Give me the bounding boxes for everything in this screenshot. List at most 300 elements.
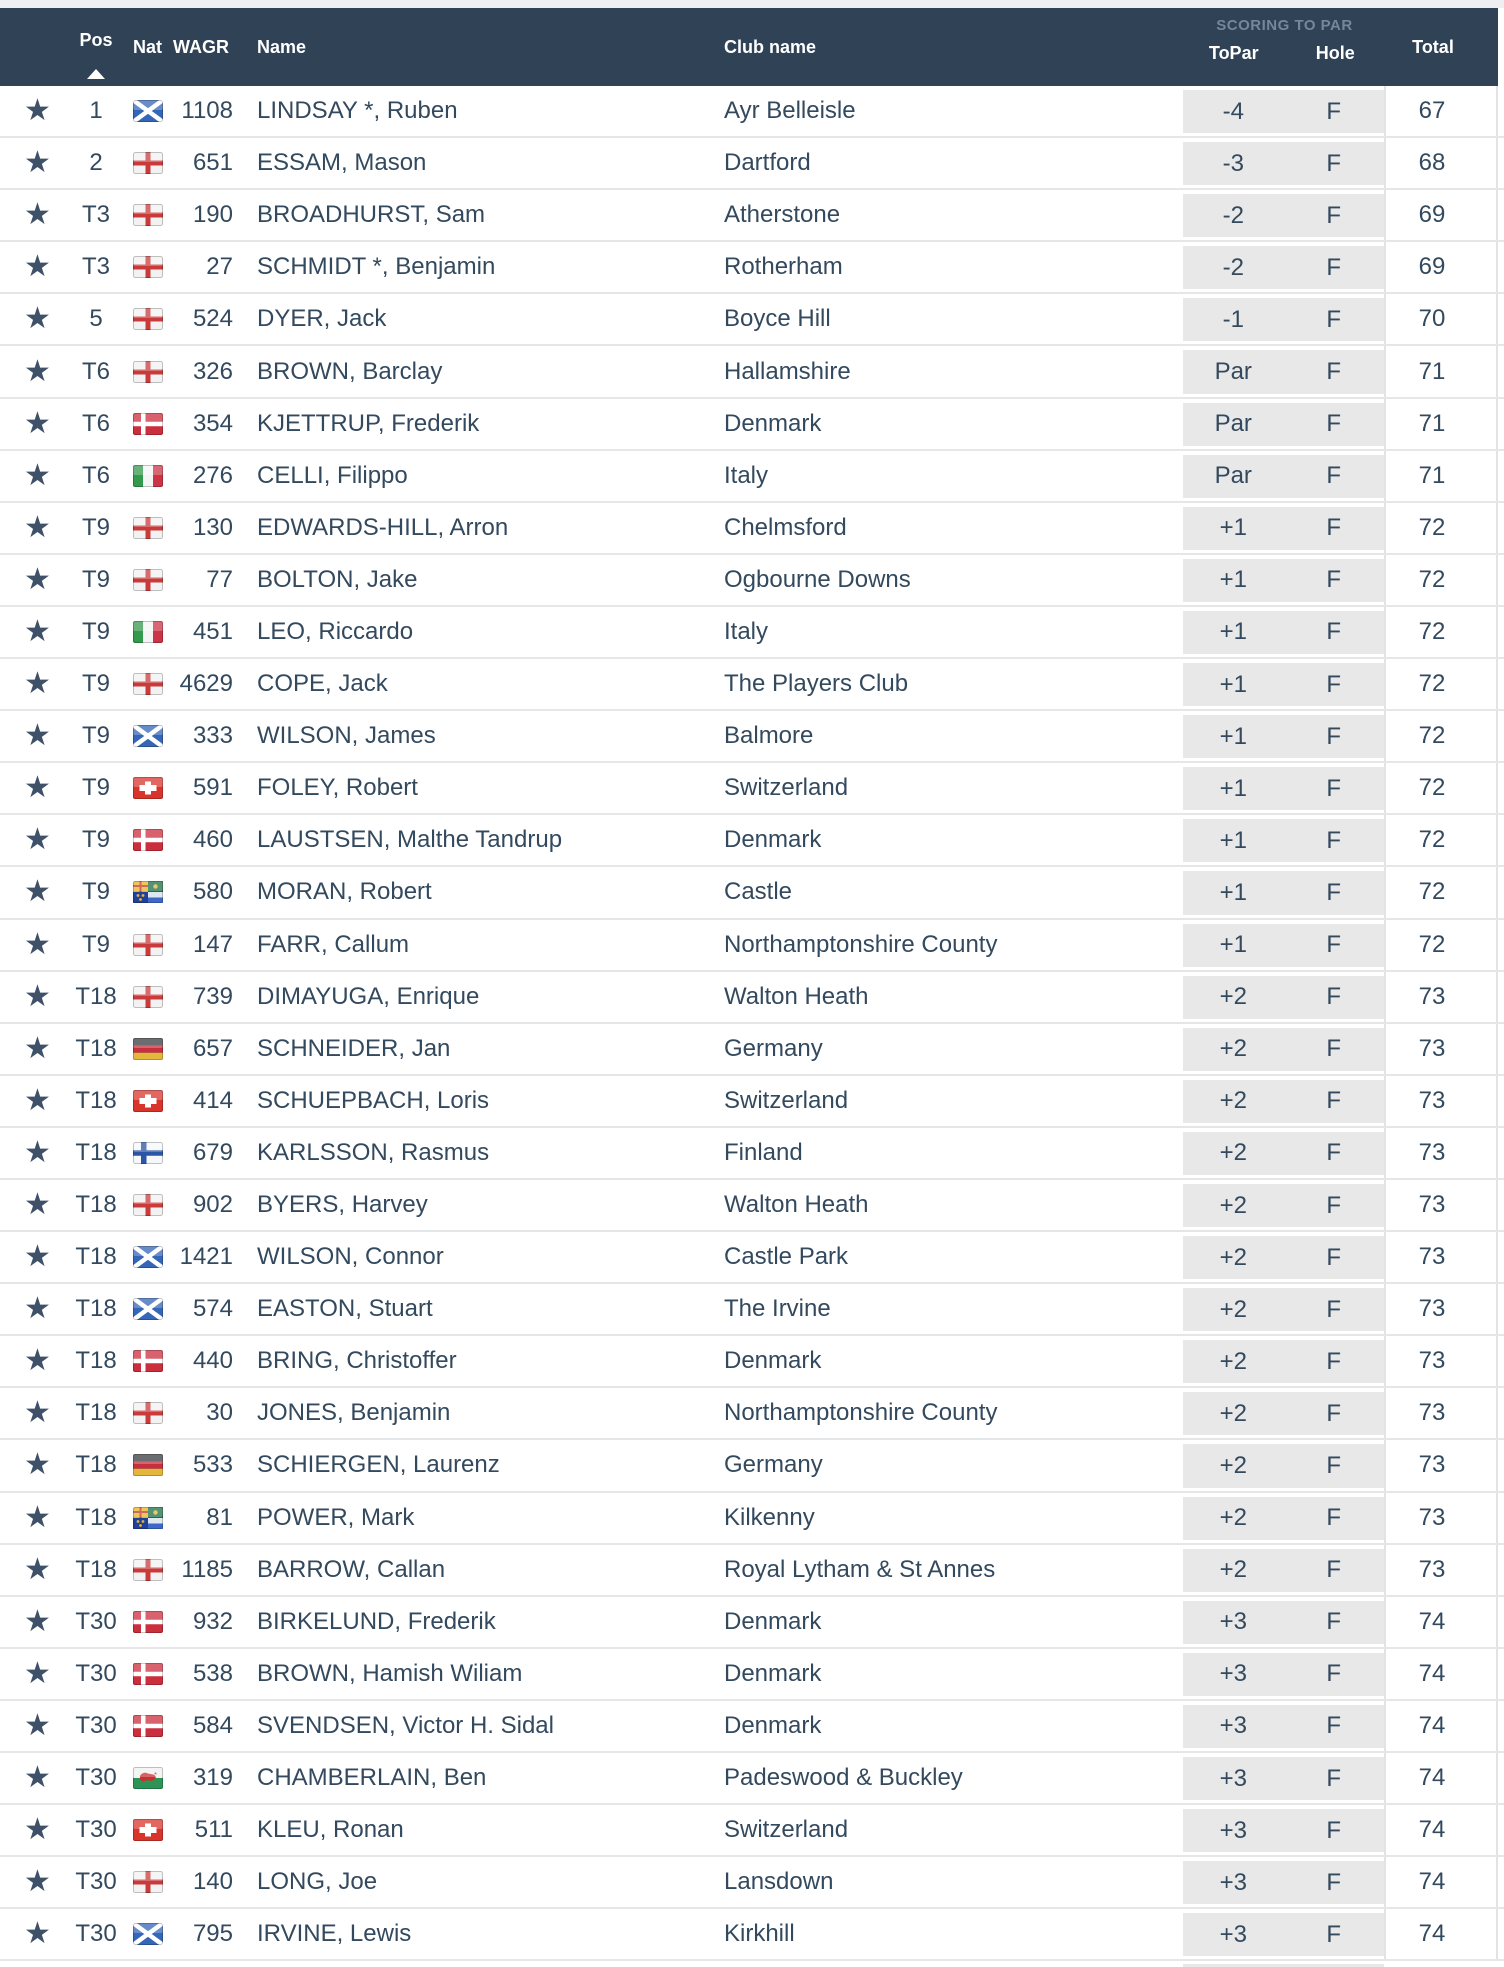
position-value: T18 xyxy=(75,1399,117,1427)
flag-wales-icon xyxy=(126,1767,169,1789)
wagr-value: 276 xyxy=(192,461,233,489)
table-row[interactable] xyxy=(0,1493,1504,1545)
player-name: DIMAYUGA, Enrique xyxy=(257,982,480,1010)
position-value: T18 xyxy=(75,1451,117,1479)
topar-value: -4 xyxy=(1222,97,1244,125)
player-name: BRING, Christoffer xyxy=(257,1347,457,1375)
scoring-cell xyxy=(1183,1805,1386,1855)
favorite-cell xyxy=(0,510,66,544)
player-name: ESSAM, Mason xyxy=(257,149,427,177)
player-name: KLEU, Ronan xyxy=(257,1816,404,1844)
header-cell-name[interactable] xyxy=(233,8,724,86)
table-row[interactable] xyxy=(0,138,1504,190)
scoring-cell xyxy=(1183,1284,1386,1334)
club-name: Castle xyxy=(724,878,793,906)
total-value: 71 xyxy=(1386,346,1498,396)
wagr-value: 1185 xyxy=(181,1555,233,1583)
favorite-star-icon[interactable]: ★ xyxy=(24,1031,51,1065)
hole-value: F xyxy=(1326,1087,1342,1115)
total-value: 73 xyxy=(1386,1284,1498,1334)
favorite-star-icon[interactable]: ★ xyxy=(24,1865,51,1899)
hole-value: F xyxy=(1326,670,1342,698)
hole-value: F xyxy=(1326,1868,1342,1896)
favorite-cell xyxy=(0,1919,66,1949)
hole-value: F xyxy=(1326,1139,1342,1167)
favorite-star-icon[interactable]: ★ xyxy=(24,250,51,284)
scoring-cell xyxy=(1183,1753,1386,1803)
club-name: Kilkenny xyxy=(724,1503,815,1531)
topar-value: +1 xyxy=(1219,670,1247,698)
wagr-value: 414 xyxy=(192,1086,233,1114)
player-name: SCHIERGEN, Laurenz xyxy=(257,1451,500,1479)
header-cell-pos[interactable] xyxy=(66,8,126,86)
header-wagr-label: WAGR xyxy=(173,36,229,57)
header-total-label: Total xyxy=(1412,36,1454,57)
wagr-value: 739 xyxy=(192,982,233,1010)
player-name: DYER, Jack xyxy=(257,305,387,333)
favorite-cell xyxy=(0,1398,66,1428)
favorite-star-icon[interactable]: ★ xyxy=(24,146,51,180)
topar-value: +2 xyxy=(1219,1087,1247,1115)
hole-value: F xyxy=(1326,462,1342,490)
hole-value: F xyxy=(1326,566,1342,594)
header-club-label: Club name xyxy=(724,36,817,57)
player-name: LONG, Joe xyxy=(257,1868,378,1896)
favorite-star-icon[interactable]: ★ xyxy=(24,667,51,701)
total-value: 73 xyxy=(1386,1493,1498,1543)
wagr-value: 524 xyxy=(192,305,233,333)
table-row[interactable] xyxy=(0,1805,1504,1857)
table-row[interactable] xyxy=(0,86,1504,138)
player-name: MORAN, Robert xyxy=(257,878,432,906)
favorite-cell xyxy=(0,562,66,596)
club-name: Northamptonshire County xyxy=(724,1399,998,1427)
club-name: Denmark xyxy=(724,1659,822,1687)
position-value: T9 xyxy=(81,774,110,802)
wagr-value: 81 xyxy=(206,1503,233,1531)
total-value: 74 xyxy=(1386,1753,1498,1803)
header-cell-wagr[interactable] xyxy=(169,8,233,86)
flag-scotland-icon xyxy=(126,1298,169,1320)
position-value: T18 xyxy=(75,1243,117,1271)
favorite-star-icon[interactable]: ★ xyxy=(24,1240,51,1274)
hole-value: F xyxy=(1326,1816,1342,1844)
club-name: Denmark xyxy=(724,1711,822,1739)
hole-value: F xyxy=(1326,1399,1342,1427)
favorite-star-icon[interactable]: ★ xyxy=(24,614,51,648)
favorite-cell xyxy=(0,877,66,907)
favorite-star-icon[interactable]: ★ xyxy=(24,1813,51,1847)
wagr-value: 591 xyxy=(192,774,233,802)
position-value: T30 xyxy=(75,1607,117,1635)
hole-value: F xyxy=(1326,149,1342,177)
hole-value: F xyxy=(1326,722,1342,750)
table-row[interactable] xyxy=(0,555,1504,607)
topar-value: +1 xyxy=(1219,931,1247,959)
topar-value: +2 xyxy=(1219,1295,1247,1323)
header-cell-hole[interactable]: Hole xyxy=(1315,43,1355,63)
header-cell-topar[interactable]: ToPar xyxy=(1208,43,1259,63)
position-value: T9 xyxy=(81,826,110,854)
club-name: Denmark xyxy=(724,409,822,437)
scoring-cell xyxy=(1183,1388,1386,1438)
club-name: Germany xyxy=(724,1451,823,1479)
favorite-star-icon[interactable]: ★ xyxy=(24,1083,51,1117)
flag-scotland-icon xyxy=(126,1246,169,1268)
hole-value: F xyxy=(1326,1608,1342,1636)
favorite-star-icon[interactable]: ★ xyxy=(24,1761,51,1795)
flag-denmark-icon xyxy=(126,1611,169,1633)
position-value: T18 xyxy=(75,1191,117,1219)
favorite-star-icon[interactable]: ★ xyxy=(24,1396,51,1430)
table-row[interactable] xyxy=(0,1440,1504,1492)
player-name: EASTON, Stuart xyxy=(257,1295,433,1323)
favorite-cell xyxy=(0,458,66,492)
player-name: BROWN, Barclay xyxy=(257,357,443,385)
player-name: COPE, Jack xyxy=(257,670,388,698)
table-body xyxy=(0,86,1504,1961)
flag-england-icon xyxy=(126,361,169,383)
player-name: BYERS, Harvey xyxy=(257,1191,428,1219)
club-name: Balmore xyxy=(724,722,814,750)
table-row[interactable] xyxy=(0,1180,1504,1232)
total-value: 73 xyxy=(1386,972,1498,1022)
player-name: JONES, Benjamin xyxy=(257,1399,451,1427)
topar-value: +2 xyxy=(1219,983,1247,1011)
position-value: T9 xyxy=(81,670,110,698)
total-value: 73 xyxy=(1386,1545,1498,1595)
flag-england-icon xyxy=(126,986,169,1008)
wagr-value: 451 xyxy=(192,617,233,645)
position-value: T18 xyxy=(75,982,117,1010)
table-row[interactable] xyxy=(0,1336,1504,1388)
scoring-cell xyxy=(1183,815,1386,865)
hole-value: F xyxy=(1326,1035,1342,1063)
favorite-cell xyxy=(0,1031,66,1065)
total-value: 72 xyxy=(1386,711,1498,761)
favorite-cell xyxy=(0,1242,66,1272)
total-value: 68 xyxy=(1386,138,1498,188)
table-row[interactable] xyxy=(0,451,1504,503)
favorite-cell xyxy=(0,1604,66,1638)
club-name: Ayr Belleisle xyxy=(724,97,856,125)
table-row[interactable] xyxy=(0,399,1504,451)
table-row[interactable] xyxy=(0,815,1504,867)
scoring-cell xyxy=(1183,294,1386,344)
player-name: BROWN, Hamish Wiliam xyxy=(257,1659,523,1687)
total-value: 72 xyxy=(1386,555,1498,605)
hole-value: F xyxy=(1326,1243,1342,1271)
table-row[interactable] xyxy=(0,190,1504,242)
favorite-star-icon[interactable]: ★ xyxy=(24,1500,51,1534)
favorite-cell xyxy=(0,1815,66,1845)
table-row[interactable] xyxy=(0,1909,1504,1961)
favorite-star-icon[interactable]: ★ xyxy=(24,1344,51,1378)
player-name: WILSON, James xyxy=(257,722,436,750)
position-value: T9 xyxy=(81,565,110,593)
table-row[interactable] xyxy=(0,1128,1504,1180)
wagr-value: 533 xyxy=(192,1451,233,1479)
hole-value: F xyxy=(1326,1712,1342,1740)
hole-value: F xyxy=(1326,1347,1342,1375)
club-name: Northamptonshire County xyxy=(724,930,998,958)
header-cell-total[interactable] xyxy=(1386,8,1498,86)
flag-italy-icon xyxy=(126,621,169,643)
position-value: T18 xyxy=(75,1086,117,1114)
scoring-cell xyxy=(1183,399,1386,449)
club-name: Boyce Hill xyxy=(724,305,831,333)
favorite-star-icon[interactable]: ★ xyxy=(24,1552,51,1586)
position-value: T6 xyxy=(81,357,110,385)
favorite-cell xyxy=(0,1190,66,1220)
position-value: T9 xyxy=(81,930,110,958)
table-row[interactable] xyxy=(0,1701,1504,1753)
club-name: Switzerland xyxy=(724,1816,849,1844)
header-cell-club[interactable] xyxy=(724,8,1183,86)
flag-england-icon xyxy=(126,256,169,278)
scoring-cell xyxy=(1183,190,1386,240)
position-value: T30 xyxy=(75,1659,117,1687)
favorite-star-icon[interactable]: ★ xyxy=(24,1656,51,1690)
header-group-scoring-to-par xyxy=(1183,8,1386,86)
table-row[interactable] xyxy=(0,294,1504,346)
flag-switzerland-icon xyxy=(126,777,169,799)
table-row[interactable] xyxy=(0,242,1504,294)
topar-value: +1 xyxy=(1219,514,1247,542)
favorite-star-icon[interactable]: ★ xyxy=(24,302,51,336)
favorite-star-icon[interactable]: ★ xyxy=(24,1604,51,1638)
favorite-star-icon[interactable]: ★ xyxy=(24,1708,51,1742)
table-row[interactable] xyxy=(0,867,1504,919)
table-row[interactable] xyxy=(0,1753,1504,1805)
flag-finland-icon xyxy=(126,1142,169,1164)
top-strip xyxy=(0,0,1504,8)
position-value: T30 xyxy=(75,1920,117,1948)
wagr-value: 580 xyxy=(192,878,233,906)
total-value: 73 xyxy=(1386,1440,1498,1490)
favorite-star-icon[interactable]: ★ xyxy=(24,198,51,232)
flag-ireland-icon xyxy=(126,1507,169,1529)
topar-value: +1 xyxy=(1219,618,1247,646)
favorite-star-icon[interactable]: ★ xyxy=(24,875,51,909)
favorite-star-icon[interactable]: ★ xyxy=(24,771,51,805)
flag-england-icon xyxy=(126,1871,169,1893)
favorite-star-icon[interactable]: ★ xyxy=(24,562,51,596)
scoring-cell xyxy=(1183,1336,1386,1386)
table-row[interactable] xyxy=(0,1545,1504,1597)
favorite-star-icon[interactable]: ★ xyxy=(24,406,51,440)
player-name: WILSON, Connor xyxy=(257,1243,444,1271)
club-name: Rotherham xyxy=(724,253,843,281)
wagr-value: 354 xyxy=(192,409,233,437)
table-row[interactable] xyxy=(0,711,1504,763)
favorite-cell xyxy=(0,927,66,961)
total-value: 73 xyxy=(1386,1076,1498,1126)
flag-denmark-icon xyxy=(126,1663,169,1685)
flag-scotland-icon xyxy=(126,100,169,122)
club-name: Italy xyxy=(724,461,769,489)
position-value: 2 xyxy=(89,149,103,177)
topar-value: Par xyxy=(1214,358,1252,386)
flag-germany-icon xyxy=(126,1454,169,1476)
scoring-cell xyxy=(1183,86,1386,136)
hole-value: F xyxy=(1326,1764,1342,1792)
favorite-star-icon[interactable]: ★ xyxy=(24,719,51,753)
hole-value: F xyxy=(1326,358,1342,386)
wagr-value: 511 xyxy=(194,1816,233,1844)
player-name: SCHNEIDER, Jan xyxy=(257,1034,451,1062)
club-name: Hallamshire xyxy=(724,357,851,385)
wagr-value: 140 xyxy=(192,1868,233,1896)
wagr-value: 190 xyxy=(192,201,233,229)
scoring-cell xyxy=(1183,1440,1386,1490)
favorite-cell xyxy=(0,1135,66,1169)
topar-value: +3 xyxy=(1219,1816,1247,1844)
table-row[interactable] xyxy=(0,607,1504,659)
wagr-value: 4629 xyxy=(179,670,233,698)
favorite-cell xyxy=(0,721,66,751)
table-row[interactable] xyxy=(0,1284,1504,1336)
wagr-value: 657 xyxy=(192,1034,233,1062)
club-name: Denmark xyxy=(724,1347,822,1375)
favorite-star-icon[interactable]: ★ xyxy=(24,1188,51,1222)
favorite-star-icon[interactable]: ★ xyxy=(24,354,51,388)
topar-value: +2 xyxy=(1219,1504,1247,1532)
scoring-cell xyxy=(1183,763,1386,813)
topar-value: +1 xyxy=(1219,566,1247,594)
favorite-cell xyxy=(0,1763,66,1793)
position-value: T9 xyxy=(81,513,110,541)
topar-value: +1 xyxy=(1219,774,1247,802)
flag-england-icon xyxy=(126,204,169,226)
table-row[interactable] xyxy=(0,972,1504,1024)
topar-value: +2 xyxy=(1219,1399,1247,1427)
table-row[interactable] xyxy=(0,1649,1504,1701)
favorite-star-icon[interactable]: ★ xyxy=(24,458,51,492)
position-value: T3 xyxy=(81,201,110,229)
total-value: 73 xyxy=(1386,1232,1498,1282)
club-name: Italy xyxy=(724,617,769,645)
total-value: 72 xyxy=(1386,763,1498,813)
favorite-star-icon[interactable]: ★ xyxy=(24,979,51,1013)
player-name: BARROW, Callan xyxy=(257,1555,446,1583)
favorite-cell xyxy=(0,252,66,282)
total-value: 72 xyxy=(1386,920,1498,970)
topar-value: +1 xyxy=(1219,826,1247,854)
table-row[interactable] xyxy=(0,1388,1504,1440)
total-value: 72 xyxy=(1386,867,1498,917)
flag-england-icon xyxy=(126,152,169,174)
table-row[interactable] xyxy=(0,1076,1504,1128)
topar-value: +3 xyxy=(1219,1764,1247,1792)
position-value: T6 xyxy=(81,409,110,437)
table-row[interactable] xyxy=(0,1597,1504,1649)
topar-value: +1 xyxy=(1219,878,1247,906)
scoring-cell xyxy=(1183,1493,1386,1543)
table-row[interactable] xyxy=(0,503,1504,555)
favorite-cell xyxy=(0,96,66,126)
club-name: Chelmsford xyxy=(724,513,847,541)
favorite-star-icon[interactable]: ★ xyxy=(24,927,51,961)
flag-england-icon xyxy=(126,569,169,591)
table-row[interactable] xyxy=(0,763,1504,815)
player-name: BOLTON, Jake xyxy=(257,565,418,593)
flag-germany-icon xyxy=(126,1038,169,1060)
player-name: BIRKELUND, Frederik xyxy=(257,1607,496,1635)
topar-value: +2 xyxy=(1219,1451,1247,1479)
scoring-cell xyxy=(1183,1545,1386,1595)
player-name: BROADHURST, Sam xyxy=(257,201,486,229)
hole-value: F xyxy=(1326,1556,1342,1584)
flag-england-icon xyxy=(126,308,169,330)
player-name: KJETTRUP, Frederik xyxy=(257,409,480,437)
flag-england-icon xyxy=(126,934,169,956)
favorite-cell xyxy=(0,1450,66,1480)
favorite-cell xyxy=(0,1294,66,1324)
club-name: Switzerland xyxy=(724,1086,849,1114)
wagr-value: 130 xyxy=(192,513,233,541)
scoring-cell xyxy=(1183,1076,1386,1126)
total-value: 69 xyxy=(1386,190,1498,240)
total-value: 73 xyxy=(1386,1128,1498,1178)
flag-scotland-icon xyxy=(126,1923,169,1945)
favorite-star-icon[interactable]: ★ xyxy=(24,1917,51,1951)
table-row[interactable] xyxy=(0,1232,1504,1284)
club-name: Denmark xyxy=(724,1607,822,1635)
scoring-cell xyxy=(1183,1180,1386,1230)
table-row[interactable] xyxy=(0,920,1504,972)
total-value: 72 xyxy=(1386,659,1498,709)
favorite-star-icon[interactable]: ★ xyxy=(24,510,51,544)
favorite-star-icon[interactable]: ★ xyxy=(24,1448,51,1482)
favorite-cell xyxy=(0,354,66,388)
flag-england-icon xyxy=(126,673,169,695)
topar-value: +2 xyxy=(1219,1347,1247,1375)
topar-value: Par xyxy=(1214,410,1252,438)
wagr-value: 584 xyxy=(192,1711,233,1739)
topar-value: -1 xyxy=(1222,305,1244,333)
table-row[interactable] xyxy=(0,1857,1504,1909)
total-value: 74 xyxy=(1386,1597,1498,1647)
favorite-star-icon[interactable]: ★ xyxy=(24,1292,51,1326)
favorite-star-icon[interactable]: ★ xyxy=(24,94,51,128)
wagr-value: 679 xyxy=(192,1138,233,1166)
club-name: Atherstone xyxy=(724,201,841,229)
scoring-cell xyxy=(1183,1024,1386,1074)
hole-value: F xyxy=(1326,774,1342,802)
wagr-value: 460 xyxy=(192,826,233,854)
player-name: SCHUEPBACH, Loris xyxy=(257,1086,490,1114)
wagr-value: 326 xyxy=(192,357,233,385)
position-value: T30 xyxy=(75,1711,117,1739)
total-value: 74 xyxy=(1386,1649,1498,1699)
total-value: 71 xyxy=(1386,399,1498,449)
table-row[interactable] xyxy=(0,1024,1504,1076)
header-cell-nat[interactable] xyxy=(126,8,169,86)
favorite-star-icon[interactable]: ★ xyxy=(24,1135,51,1169)
position-value: T18 xyxy=(75,1138,117,1166)
favorite-star-icon[interactable]: ★ xyxy=(24,823,51,857)
player-name: POWER, Mark xyxy=(257,1503,415,1531)
table-row[interactable] xyxy=(0,346,1504,398)
topar-value: +2 xyxy=(1219,1243,1247,1271)
header-cell-star xyxy=(0,8,66,86)
table-row[interactable] xyxy=(0,659,1504,711)
favorite-cell xyxy=(0,1656,66,1690)
favorite-cell xyxy=(0,669,66,699)
favorite-cell xyxy=(0,979,66,1013)
total-value: 71 xyxy=(1386,451,1498,501)
